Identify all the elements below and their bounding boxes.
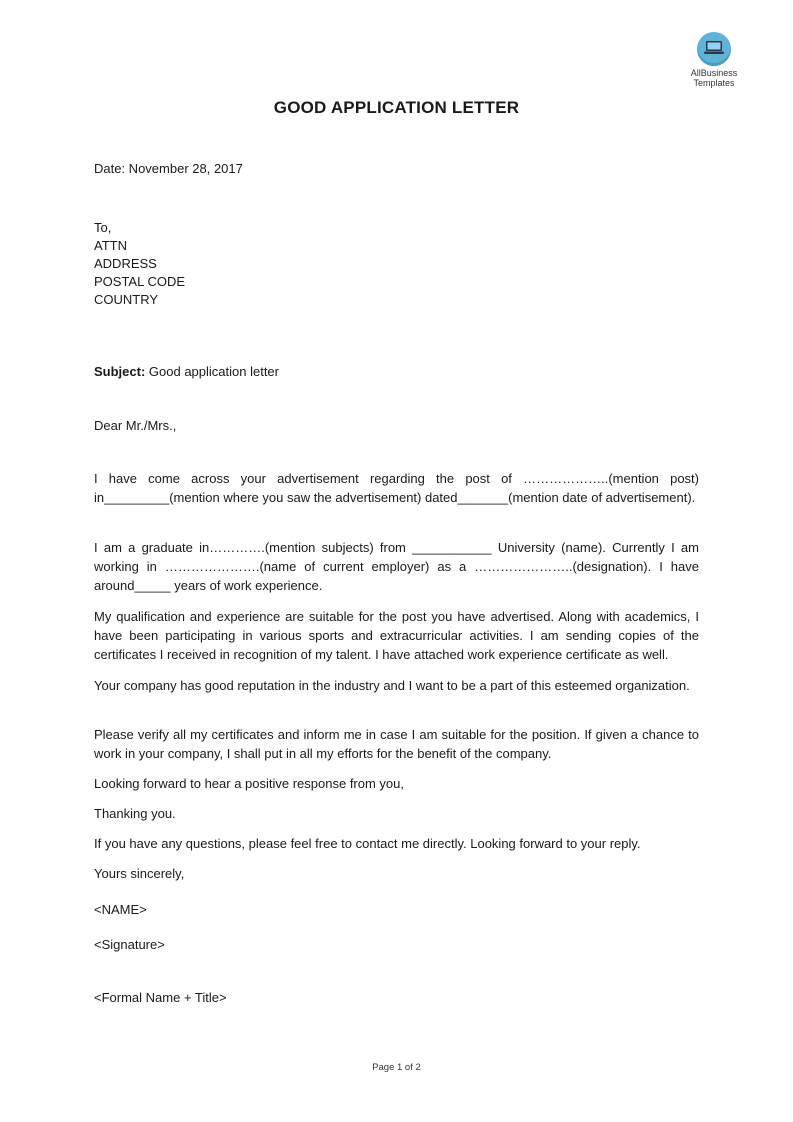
page-number: Page 1 of 2 <box>372 1062 421 1073</box>
paragraph-text: Looking forward to hear a positive response from you, <box>94 776 405 791</box>
name-placeholder-text: <NAME> <box>94 902 147 917</box>
paragraph-text: Please verify all my certificates and inform me in case I am suitable for the position. If given a chance to work in your company, I shall put in all my efforts for the benefit of the company. <box>94 727 699 761</box>
address-line: POSTAL CODE <box>94 274 186 289</box>
brand-logo <box>683 32 745 88</box>
paragraph-5 <box>94 725 699 763</box>
name-placeholder <box>94 900 699 919</box>
date-line <box>94 159 699 178</box>
subject-line <box>94 362 699 381</box>
paragraph-3 <box>94 607 699 664</box>
address-line: ATTN <box>94 238 127 253</box>
subject-label: Subject: <box>94 364 146 379</box>
salutation <box>94 416 699 435</box>
date-text: Date: November 28, 2017 <box>94 161 243 176</box>
recipient-address <box>94 219 699 309</box>
formal-name-placeholder-text: <Formal Name + Title> <box>94 990 227 1005</box>
paragraph-1 <box>94 469 699 507</box>
paragraph-7 <box>94 804 699 823</box>
paragraph-8 <box>94 834 699 853</box>
paragraph-text: If you have any questions, please feel free to contact me directly. Looking forward to your reply. <box>94 836 641 851</box>
paragraph-6 <box>94 774 699 793</box>
logo-text-line1: AllBusiness <box>690 68 738 78</box>
formal-name-placeholder <box>94 988 699 1007</box>
document-title: GOOD APPLICATION LETTER <box>273 98 520 117</box>
signature-placeholder <box>94 935 699 954</box>
address-line: COUNTRY <box>94 292 159 307</box>
address-line: To, <box>94 220 112 235</box>
closing <box>94 864 699 883</box>
paragraph-2 <box>94 538 699 595</box>
paragraph-text: I am a graduate in………….(mention subjects) from ___________ University (name). Currently I am working in ………………….(name of current employer) as a …………………..(designation). I have around_____ years of work experience. <box>94 540 699 593</box>
laptop-icon <box>697 32 731 66</box>
subject-text: Good application letter <box>145 364 279 379</box>
paragraph-text: Your company has good reputation in the industry and I want to be a part of this esteemed organization. <box>94 678 690 693</box>
signature-placeholder-text: <Signature> <box>94 937 165 952</box>
paragraph-4 <box>94 676 699 695</box>
logo-text-line2: Templates <box>693 78 735 88</box>
logo-text <box>683 68 745 88</box>
paragraph-text: I have come across your advertisement regarding the post of ………………..(mention post) in_________(mention where you saw the advertisement) dated_______(mention date of advertisement). <box>94 471 699 505</box>
paragraph-text: My qualification and experience are suitable for the post you have advertised. Along with academics, I have been participating in various sports and extracurricular activities. I am sending copies of the certificates I received in recognition of my talent. I have attached work experience certificate as well. <box>94 609 699 662</box>
salutation-text: Dear Mr./Mrs., <box>94 418 177 433</box>
paragraph-text: Thanking you. <box>94 806 176 821</box>
address-line: ADDRESS <box>94 256 157 271</box>
closing-text: Yours sincerely, <box>94 866 185 881</box>
